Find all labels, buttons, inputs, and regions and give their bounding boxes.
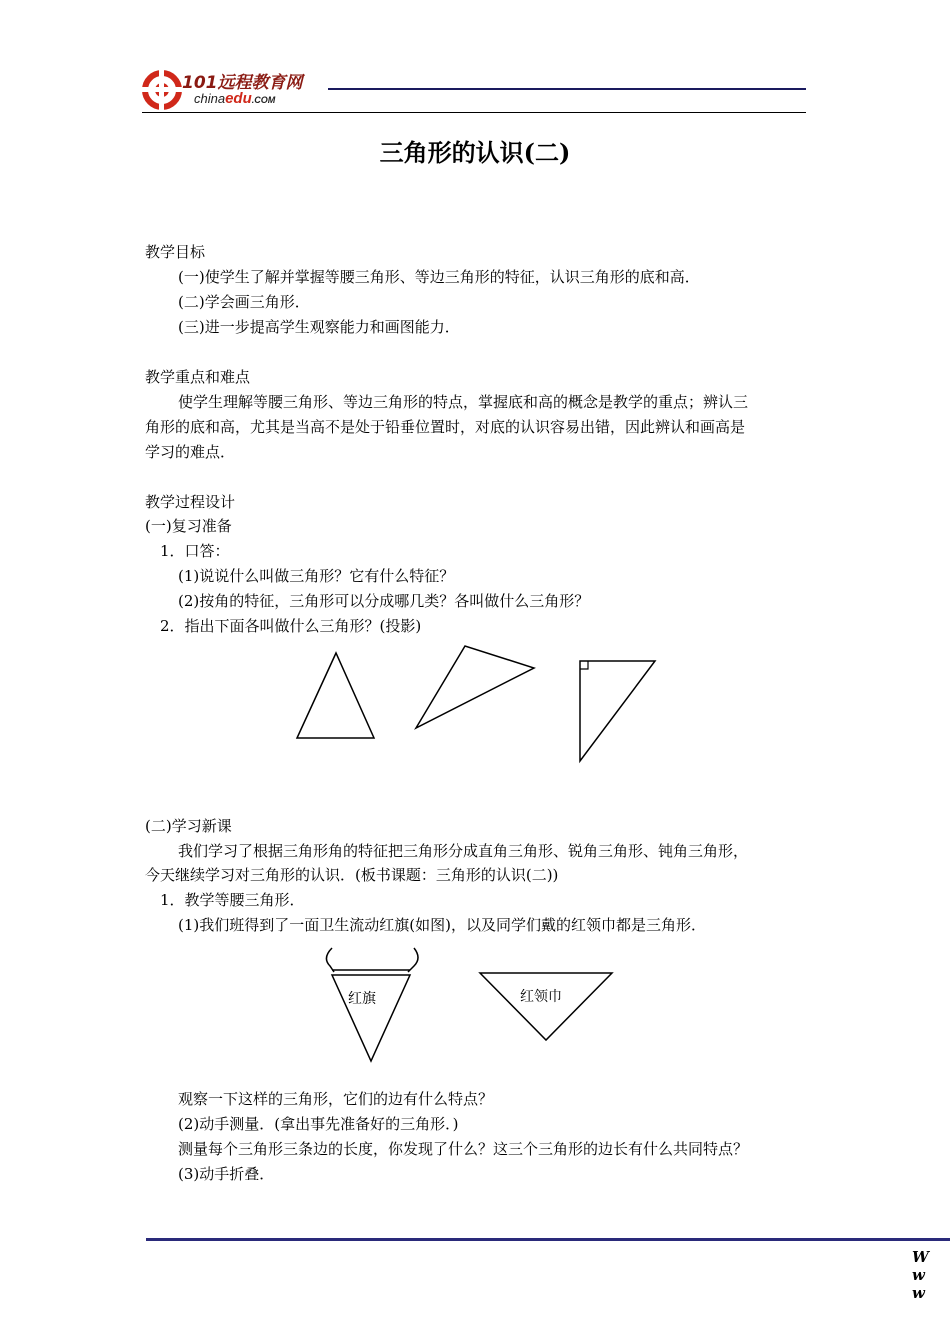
goal-item-3: (三)进一步提高学生观察能力和画图能力．	[178, 318, 460, 336]
part2-heading: (二)学习新课	[145, 817, 232, 835]
goals-heading: 教学目标	[145, 243, 206, 261]
intro-line-2: 今天继续学习对三角形的认识．(板书课题：三角形的认识(二))	[145, 866, 559, 884]
question-1: 1．口答：	[160, 542, 230, 560]
question-1b: (2)按角的特征，三角形可以分成哪几类？各叫做什么三角形？	[178, 592, 590, 610]
focus-heading: 教学重点和难点	[145, 368, 251, 386]
goal-item-1: (一)使学生了解并掌握等腰三角形、等边三角形的特征，认识三角形的底和高．	[178, 268, 700, 286]
logo-subtitle: chinaedu.COM	[194, 90, 276, 107]
item-1: 1．教学等腰三角形．	[160, 891, 305, 909]
triangles-figure	[290, 640, 670, 770]
footer-watermark: W w w	[912, 1248, 932, 1302]
focus-line-3: 学习的难点．	[145, 443, 236, 461]
part1-heading: (一)复习准备	[145, 517, 232, 535]
page-title: 三角形的认识(二)	[379, 138, 571, 167]
question-1a: (1)说说什么叫做三角形？它有什么特征？	[178, 567, 455, 585]
right-triangle	[580, 661, 655, 761]
process-heading: 教学过程设计	[145, 493, 236, 511]
logo	[142, 66, 317, 112]
flag-label: 红旗	[348, 991, 376, 1007]
step-2-detail: 测量每个三角形三条边的长度，你发现了什么？这三个三角形的边长有什么共同特点？	[178, 1140, 749, 1158]
focus-line-2: 角形的底和高，尤其是当高不是处于铅垂位置时，对底的认识容易出错，因此辨认和画高是	[145, 418, 746, 436]
obtuse-triangle	[416, 646, 534, 728]
question-2: 2．指出下面各叫做什么三角形？(投影)	[160, 617, 422, 635]
scarf-triangle	[480, 973, 612, 1040]
flag-cord	[326, 948, 418, 972]
observe-text: 观察一下这样的三角形，它们的边有什么特点？	[178, 1090, 494, 1108]
item-1a: (1)我们班得到了一面卫生流动红旗(如图)，以及同学们戴的红领巾都是三角形．	[178, 916, 706, 934]
intro-line-1: 我们学习了根据三角形角的特征把三角形分成直角三角形、锐角三角形、钝角三角形，	[178, 842, 749, 860]
focus-line-1: 使学生理解等腰三角形、等边三角形的特点，掌握底和高的概念是教学的重点；辨认三	[178, 393, 749, 411]
header-line-top	[328, 88, 806, 90]
logo-emblem-icon	[142, 68, 186, 112]
step-3: (3)动手折叠．	[178, 1165, 275, 1183]
footer-line	[146, 1238, 950, 1241]
scarf-label: 红领巾	[520, 989, 562, 1005]
goal-item-2: (二)学会画三角形．	[178, 293, 310, 311]
step-2: (2)动手测量．(拿出事先准备好的三角形．)	[178, 1115, 459, 1133]
header-line-bottom	[142, 112, 806, 113]
acute-triangle	[297, 653, 374, 738]
right-angle-mark	[580, 661, 588, 669]
logo-title: 101远程教育网	[182, 73, 303, 93]
